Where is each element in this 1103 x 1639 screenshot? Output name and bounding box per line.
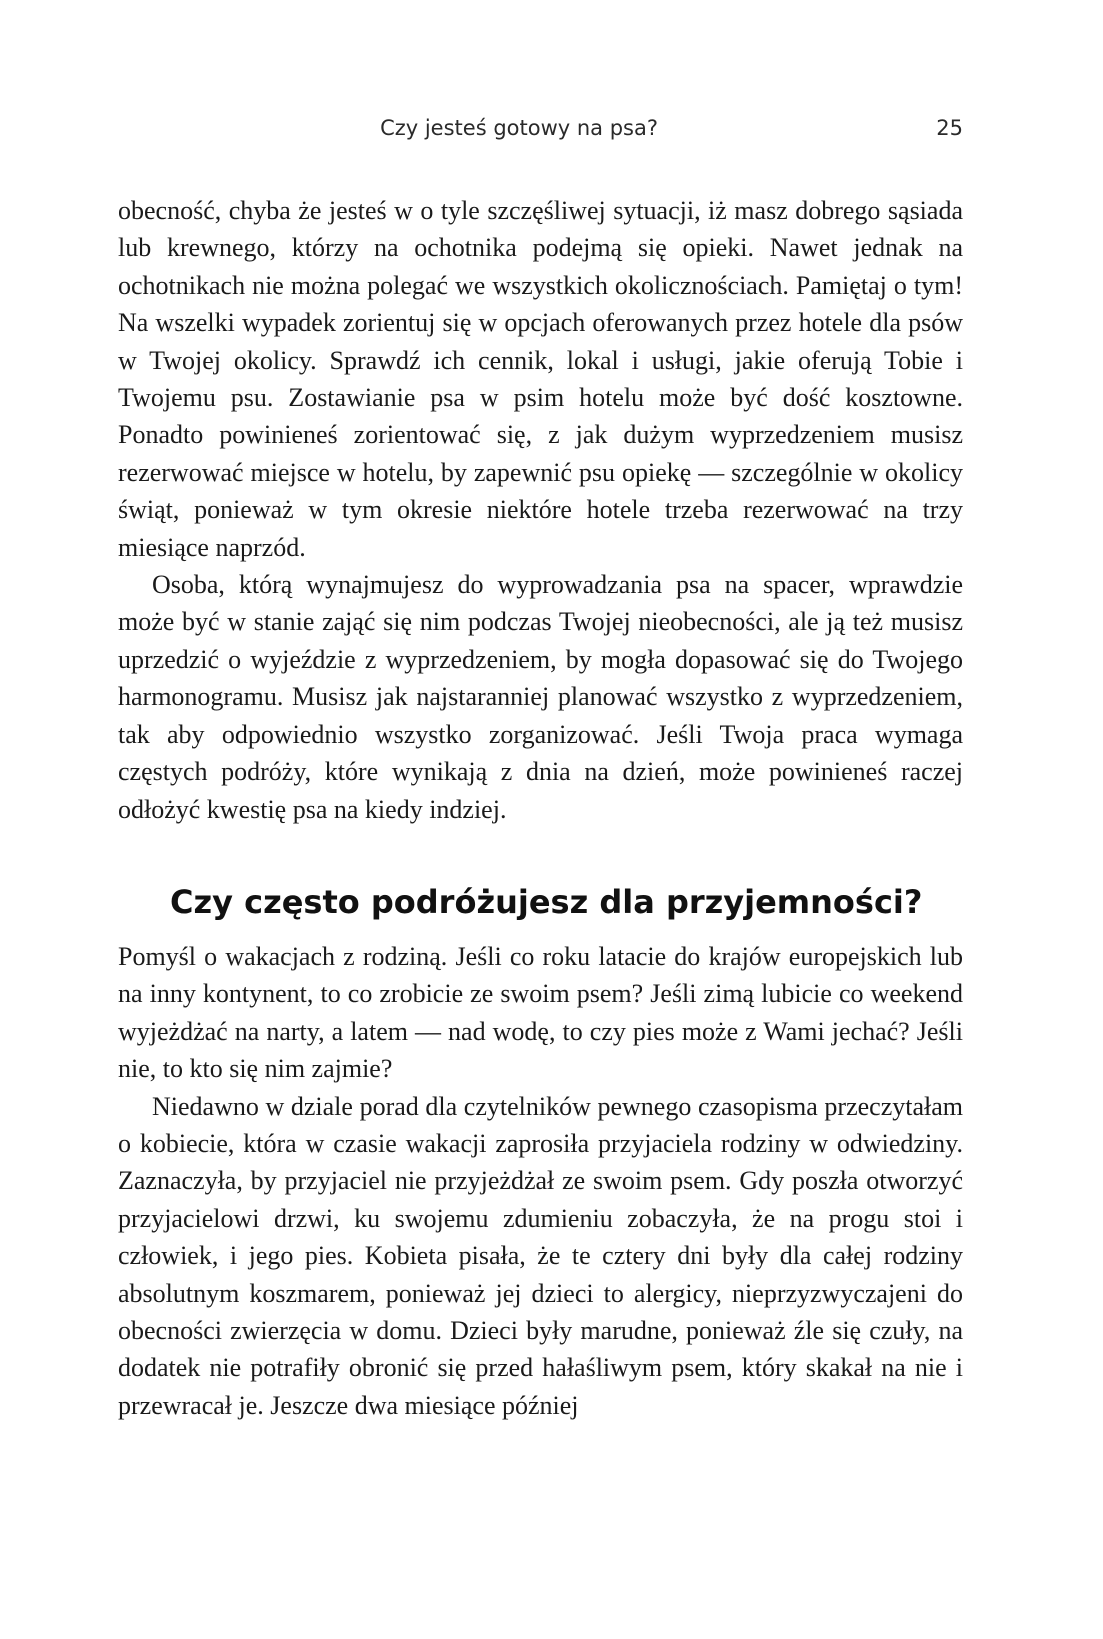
running-title: Czy jesteś gotowy na psa? [380, 116, 658, 140]
paragraph: Niedawno w dziale porad dla czytelników pewnego czasopisma przeczytałam o kobiecie, która w czasie wakacji zaprosiła przyjaciela rodziny w odwiedziny. Zaznaczyła, by przyjaciel nie przyjeżdżał ze swoim psem. Gdy poszła otworzyć przyjacielowi drzwi, ku swojemu zdumieniu zobaczyła, że na progu stoi i człowiek, i jego pies. Kobieta pisała, że te cztery dni były dla całej rodziny absolutnym koszmarem, ponieważ jej dzieci to alergicy, nieprzyzwyczajeni do obecności zwierzęcia w domu. Dzieci były marudne, ponieważ źle się czuły, na dodatek nie potrafiły obronić się przed hałaśliwym psem, który skakał na nie i przewracał je. Jeszcze dwa miesiące później [118, 1091, 963, 1420]
text-block-before-heading [118, 192, 963, 828]
page-number: 25 [936, 116, 963, 140]
paragraph: obecność, chyba że jesteś w o tyle szczęśliwej sytuacji, iż masz dobrego sąsiada lub krewnego, którzy na ochotnika podejmą się opieki. Nawet jednak na ochotnikach nie można polegać we wszystkich okolicznościach. Pamiętaj o tym! Na wszelki wypadek zorientuj się w opcjach oferowanych przez hotele dla psów w Twojej okolicy. Sprawdź ich cennik, lokal i usługi, jakie oferują Tobie i Twojemu psu. Zostawianie psa w psim hotelu może być dość kosztowne. Ponadto powinieneś zorientować się, z jak dużym wyprzedzeniem musisz rezerwować miejsce w hotelu, by zapewnić psu opiekę — szczególnie w okolicy świąt, ponieważ w tym okresie niektóre hotele trzeba rezerwować na trzy miesiące naprzód. [118, 196, 963, 562]
text-block-after-heading [118, 938, 963, 1424]
section-heading: Czy często podróżujesz dla przyjemności? [170, 883, 923, 921]
paragraph: Osoba, którą wynajmujesz do wyprowadzania psa na spacer, wprawdzie może być w stanie zająć się nim podczas Twojej nieobecności, ale ją też musisz uprzedzić o wyjeździe z wyprzedzeniem, by mogła dopasować się do Twojego harmonogramu. Musisz jak najstaranniej planować wszystko z wyprzedzeniem, tak aby odpowiednio wszystko zorganizować. Jeśli Twoja praca wymaga częstych podróży, które wynikają z dnia na dzień, może powinieneś raczej odłożyć kwestię psa na kiedy indziej. [118, 570, 963, 824]
paragraph: Pomyśl o wakacjach z rodziną. Jeśli co roku latacie do krajów europejskich lub na inny kontynent, to co zrobicie ze swoim psem? Jeśli zimą lubicie co weekend wyjeżdżać na narty, a latem — nad wodę, to czy pies może z Wami jechać? Jeśli nie, to kto się nim zajmie? [118, 942, 963, 1084]
book-page [118, 0, 963, 1639]
running-head [118, 116, 963, 150]
